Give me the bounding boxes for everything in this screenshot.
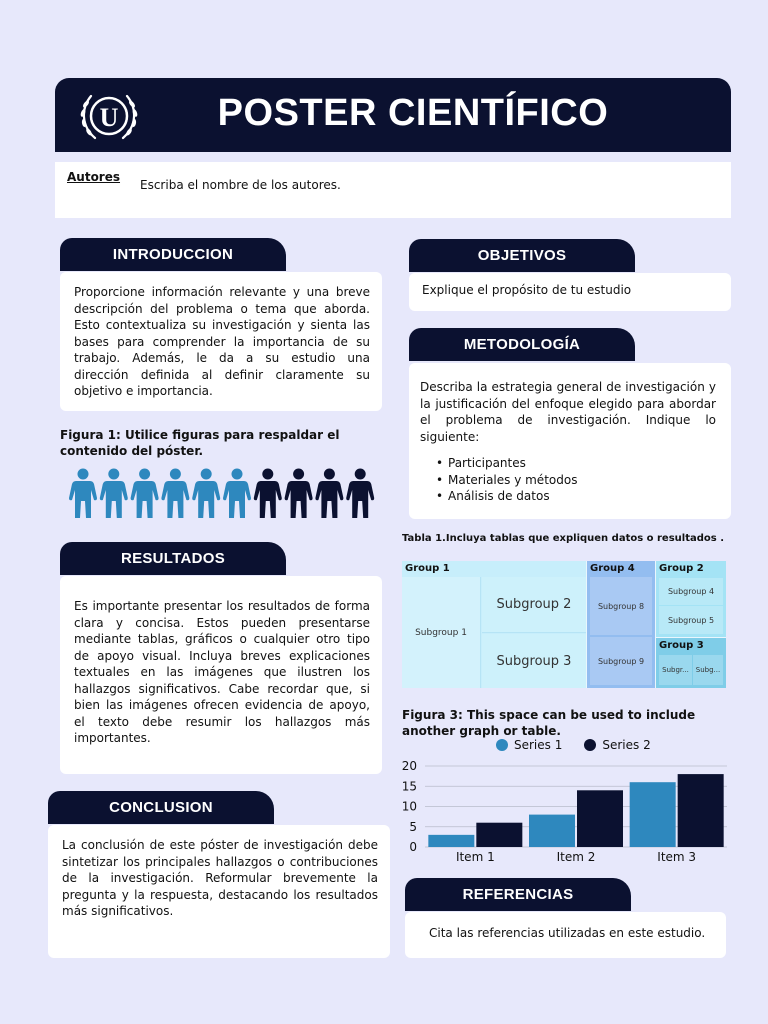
group-label: Group 1 (405, 563, 450, 574)
bar-series-1-item-3 (630, 782, 676, 847)
resultados-heading: RESULTADOS (60, 542, 286, 575)
legend-label: Series 2 (602, 738, 651, 752)
referencias-card (405, 912, 726, 958)
treemap-group-4 (587, 561, 655, 688)
introduccion-heading: INTRODUCCION (60, 238, 286, 271)
conclusion-card (48, 825, 390, 958)
logo-letter: U (99, 103, 119, 132)
bar-series-1-item-1 (428, 835, 474, 847)
list-item: • Análisis de datos (438, 488, 716, 505)
bar-series-1-item-2 (529, 815, 575, 847)
x-tick-label: Item 1 (455, 850, 495, 864)
authors-label: Autores (67, 170, 121, 184)
figure3-caption: Figura 3: This space can be used to include another graph or table. (402, 708, 696, 738)
g2-subgroup-4: Subgroup 4 (659, 578, 723, 605)
resultados-card (60, 576, 382, 774)
introduccion-card (60, 272, 382, 411)
poster-header (55, 78, 731, 152)
metodologia-card (409, 363, 731, 519)
figure1-people (68, 468, 378, 520)
authors-text: Escriba el nombre de los autores. (140, 178, 341, 192)
person-icon (285, 469, 313, 519)
referencias-text: Cita las referencias utilizadas en este estudio. (429, 926, 706, 940)
person-icon (161, 469, 189, 519)
metodologia-text: Describa la estrategia general de investigación y la justificación del enfoque elegido para abordar el problema de investigación. Indique lo siguiente: (420, 380, 716, 444)
authors-box (55, 162, 731, 218)
treemap-group-2 (656, 561, 726, 637)
legend-item-series-1 (496, 738, 562, 752)
subgroup-9: Subgroup 9 (590, 637, 652, 685)
y-tick-label: 15 (401, 779, 417, 794)
conclusion-heading: CONCLUSION (48, 791, 274, 824)
y-tick-label: 5 (409, 819, 417, 834)
objetivos-card (409, 273, 731, 311)
legend-dot (584, 739, 596, 751)
person-icon (346, 469, 374, 519)
person-icon (131, 469, 159, 519)
table1-caption: Tabla 1.Incluya tablas que expliquen datos o resultados . (402, 533, 725, 544)
y-tick-label: 20 (401, 759, 417, 773)
chart-legend (496, 738, 651, 752)
group-label: Group 2 (659, 563, 704, 574)
person-icon (69, 469, 97, 519)
subgroup-1: Subgroup 1 (402, 577, 481, 688)
person-icon (315, 469, 343, 519)
treemap-group-1 (402, 561, 586, 688)
subgroup-2: Subgroup 2 (482, 577, 586, 633)
legend-label: Series 1 (514, 738, 563, 752)
objetivos-heading: OBJETIVOS (409, 239, 635, 272)
g3-subgroup-b: Subg... (693, 655, 723, 685)
bar-series-2-item-3 (678, 774, 724, 847)
referencias-heading: REFERENCIAS (405, 878, 631, 911)
legend-item-series-2 (584, 738, 650, 752)
x-tick-label: Item 3 (657, 850, 697, 864)
page-title: POSTER CIENTÍFICO (217, 92, 609, 134)
introduccion-text: Proporcione información relevante y una breve descripción del problema o tema que aborda. Esto contextualiza su investigación y sienta las bases para comprender la importancia de su trabajo. Además, le da a su estudio una dirección definida al definir claramente su objetivo e importancia. (74, 285, 370, 398)
g2-subgroup-5: Subgroup 5 (659, 606, 723, 634)
list-item: • Materiales y métodos (438, 472, 716, 489)
list-item: • Participantes (438, 455, 716, 472)
group-label: Group 4 (590, 563, 635, 574)
person-icon (223, 469, 251, 519)
subgroup-3: Subgroup 3 (482, 634, 586, 688)
subgroup-8: Subgroup 8 (590, 577, 652, 635)
figure1-caption: Figura 1: Utilice figuras para respaldar el contenido del póster. (60, 428, 340, 458)
treemap-group-3 (656, 638, 726, 688)
objetivos-text: Explique el propósito de tu estudio (422, 283, 632, 297)
g3-subgroup-a: Subgr... (659, 655, 692, 685)
person-icon (100, 469, 128, 519)
bar-series-2-item-1 (476, 823, 522, 847)
y-tick-label: 0 (409, 840, 417, 854)
group-label: Group 3 (659, 640, 704, 651)
metodologia-heading: METODOLOGÍA (409, 328, 635, 361)
people-pictogram (68, 468, 378, 520)
x-tick-label: Item 2 (556, 850, 596, 864)
y-tick-label: 10 (401, 799, 417, 814)
person-icon (254, 469, 282, 519)
bar-chart (395, 756, 735, 868)
legend-dot (496, 739, 508, 751)
treemap-table (402, 561, 726, 688)
person-icon (192, 469, 220, 519)
conclusion-text: La conclusión de este póster de investigación debe sintetizar los principales hallazgos o contribuciones de la investigación. Reformular brevemente la pregunta y la respuesta, destacando los resultados más significativos. (62, 838, 378, 918)
resultados-text: Es importante presentar los resultados de forma clara y concisa. Estos pueden presentarse mediante tablas, gráficos o cualquier otro tipo de apoyo visual. Incluya breves explicaciones textuales en las imágenes que ilustren los hallazgos significativos. Cabe recordar que, si bien las imágenes ofrecen evidencia de apoyo, el texto debe resumir los hallazgos más importantes. (74, 599, 370, 745)
bar-series-2-item-2 (577, 790, 623, 847)
metodologia-list (420, 455, 716, 505)
